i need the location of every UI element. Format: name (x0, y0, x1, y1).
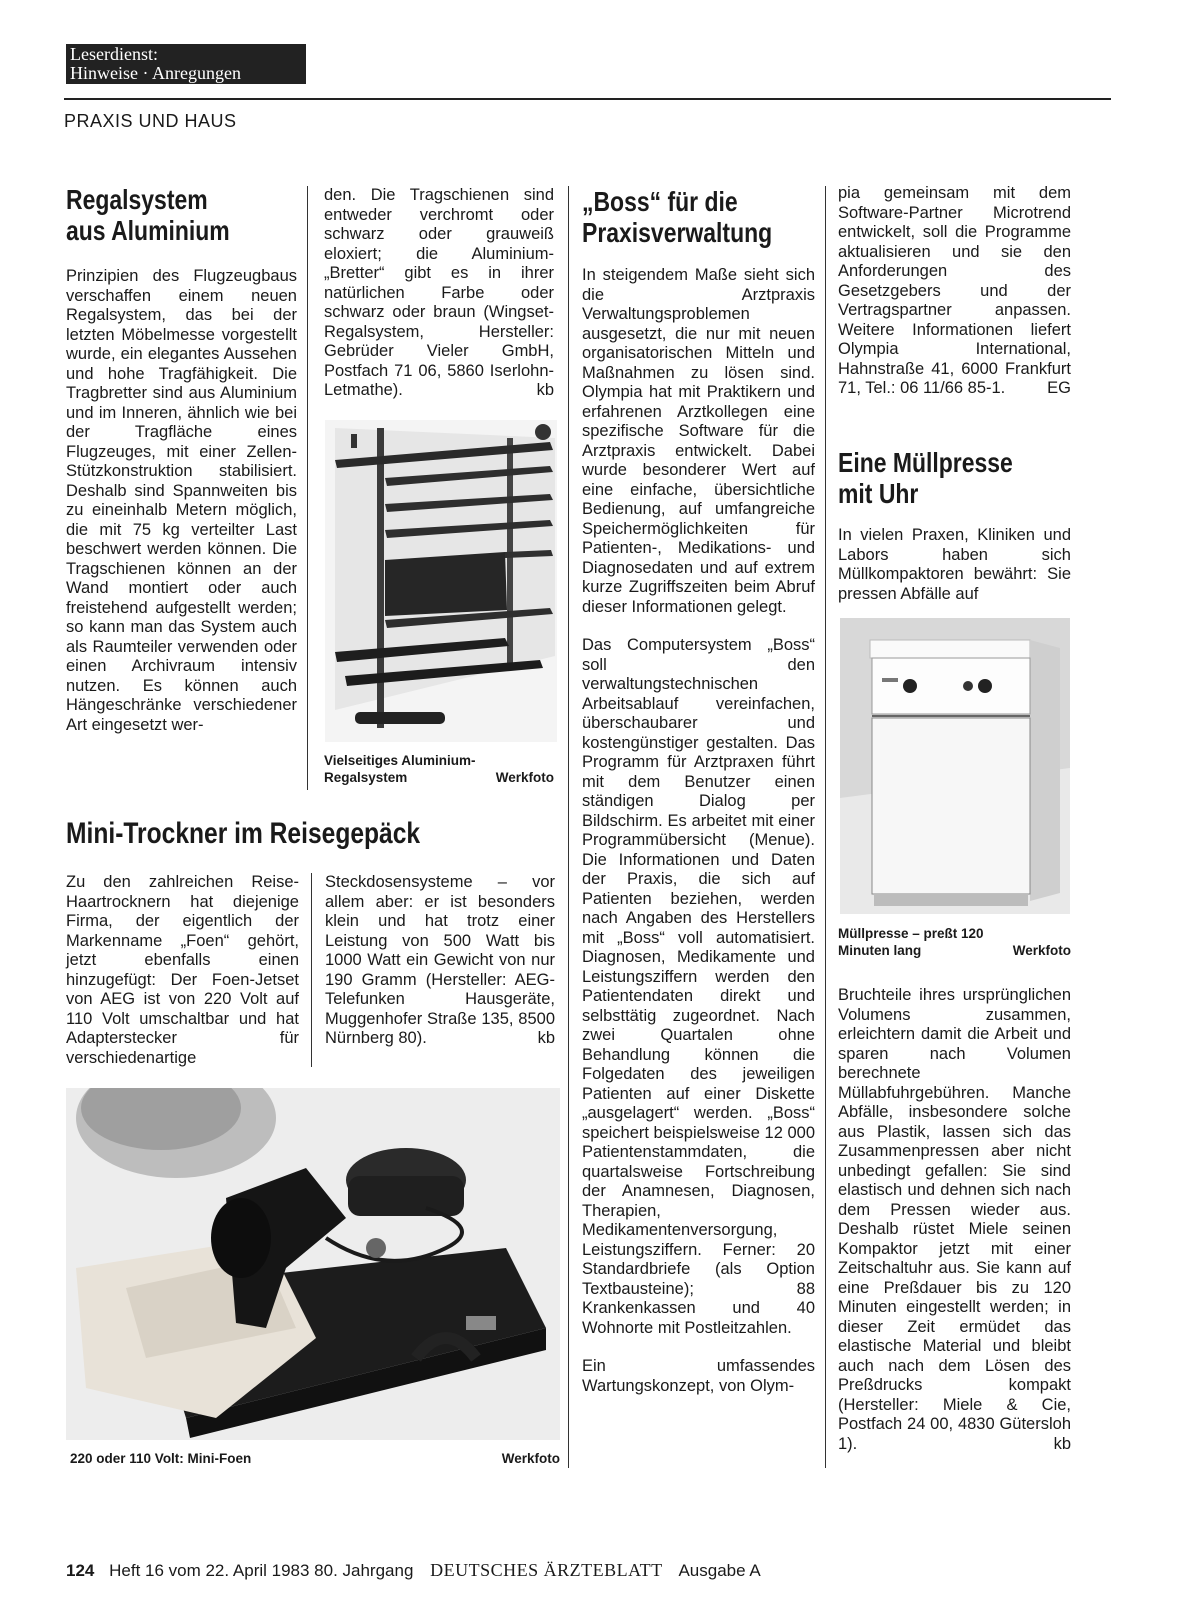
article-title-line: „Boss“ für die (582, 186, 738, 217)
author-signature: kb (537, 1029, 555, 1047)
photo-caption (838, 925, 1071, 959)
header-rule (64, 98, 1111, 100)
compactor-photo (840, 618, 1070, 914)
article-title (582, 186, 822, 248)
column-divider (568, 186, 569, 1468)
caption-text: Müllpresse – preßt 120 Minuten lang (838, 926, 984, 958)
photo-caption (324, 752, 554, 786)
author-signature: kb (536, 381, 554, 399)
photo-caption (70, 1450, 560, 1467)
article-text-body: den. Die Tragschienen sind entweder verchromt oder schwarz oder grauweiß eloxiert; die Aluminium-„Bretter“ gibt es in ihrer natürlichen Farbe oder schwarz oder braun (Wingset-Regalsystem, Hersteller: Gebrüder Vieler GmbH, Postfach 71 06, 5860 Iserlohn-Letmathe). (324, 186, 554, 399)
column-divider (825, 186, 826, 1468)
article-title-line: mit Uhr (838, 478, 919, 509)
hairdryer-photo (66, 1088, 560, 1440)
caption-credit: Werkfoto (501, 1451, 560, 1466)
article-title (838, 447, 1078, 509)
page-footer (66, 1560, 761, 1581)
author-signature: EG (1047, 379, 1071, 397)
section-label-box (66, 44, 306, 84)
author-signature: kb (1053, 1434, 1071, 1453)
article-text: Prinzipien des Flugzeugbaus verschaffen einem neuen Regalsystem, das bei der letzten Möbelmesse vorgestellt wurde, ein elegantes Aussehen und hohe Tragfähigkeit. Die Tragbretter sind aus Aluminium und im Inneren, ähnlich wie bei der Tragfläche eines Flugzeuges, mit einer Zellen-Stützkonstruktion stabilisiert. Deshalb sind Spannweiten bis zu eineinhalb Metern möglich, die mit 75 kg verteilter Last beschwert werden können. Die Tragschienen können an der Wand montiert oder auch freistehend aufgestellt werden; so kann man das System auch als Raumteiler verwenden oder einen Archivraum intensiv nutzen. Es können auch Hängeschränke verschiedener Art eingesetzt wer- (66, 267, 297, 734)
article-text-body: Steckdosensysteme – vor allem aber: er ist besonders klein und hat trotz einer Leistung von 500 Watt bis 1000 Watt ein Gewicht von nur 190 Gramm (Hersteller: AEG-Telefunken Hausgeräte, Muggenhofer Straße 135, 8500 Nürnberg 80). (325, 873, 555, 1047)
article-title-line: Praxisverwaltung (582, 217, 773, 248)
article-title (66, 184, 306, 246)
journal-name: DEUTSCHES ÄRZTEBLATT (430, 1560, 663, 1580)
caption-text: 220 oder 110 Volt: Mini-Foen (70, 1451, 252, 1466)
caption-credit: Werkfoto (495, 770, 554, 785)
article-title-line: Eine Müllpresse (838, 447, 1013, 478)
article-title-line: Mini-Trockner im Reisegepäck (66, 817, 421, 850)
page-number: 124 (66, 1561, 95, 1580)
article-paragraph: Das Computersystem „Boss“ soll den verwaltungstechnischen Arbeitsablauf vereinfachen, überschaubarer und kostengünstiger gestalten. Das Programm für Arztpraxen führt mit dem Benutzer einen ständigen Dialog per Bildschirm. Es arbeitet mit einer Programmübersicht (Menue). Die Informationen und Daten der Praxis, die sich auf Patienten beziehen, werden nach Angaben des Herstellers mit „Boss“ voll automatisiert. Diagnosen, Medikamente und Leistungsziffern werden den Patientendaten direkt und selbsttätig zugeordnet. Nach zwei Quartalen ohne Behandlung können die Folgedaten des jeweiligen Patienten auf einer Diskette „ausgelagert“ werden. „Boss“ speichert beispielsweise 12 000 Patientenstammdaten, die quartalsweise Fortschreibung der Anamnesen, Diagnosen, Therapien, Medikamentenversorgung, Leistungsziffern. Ferner: 20 Standardbriefe (als Option Textbausteine); 88 Krankenkassen und 40 Wohnorte mit Postleitzahlen. (582, 636, 815, 1337)
section-label-line2: Hinweise · Anregungen (70, 63, 241, 83)
article-text (838, 986, 1071, 1454)
waste-compactor-image (840, 618, 1070, 914)
aluminium-shelf-image (325, 420, 557, 742)
article-text (324, 186, 554, 401)
caption-text: Vielseitiges Aluminium-Regalsystem (324, 753, 476, 785)
article-text: In vielen Praxen, Kliniken und Labors haben sich Müllkompaktoren bewährt: Sie pressen Abfälle auf (838, 526, 1071, 603)
section-title: PRAXIS UND HAUS (64, 111, 237, 131)
article-text-body: pia gemeinsam mit dem Software-Partner Microtrend entwickelt, soll die Programme aktualisieren und sie den Anforderungen des Gesetzgebers und der Vertragspartner anpassen. Weitere Informationen liefert Olympia International, Hahnstraße 41, 6000 Frankfurt 71, Tel.: 06 11/66 85-1. (838, 184, 1071, 397)
article-title-line: Regalsystem (66, 184, 208, 215)
article-text (325, 873, 555, 1049)
section-label-line1: Leserdienst: (70, 44, 158, 64)
article-paragraph: In steigendem Maße sieht sich die Arztpraxis Verwaltungsproblemen ausgesetzt, die nur mit neuen organisatorischen Mitteln und Maßnahmen zu lösen sind. Olympia hat mit Praktikern und erfahrenen Arztkollegen eine spezifische Software für die Arztpraxis entwickelt. Dabei wurde besonderer Wert auf eine einfache, übersichtliche Bedienung, auf umfangreiche Speichermöglichkeiten für Patienten-, Medikations- und Diagnosedaten und auf extrem kurze Zugriffszeiten beim Abruf dieser Informationen gelegt. (582, 266, 815, 616)
article-title (66, 818, 546, 849)
edition-label: Ausgabe A (678, 1561, 761, 1580)
issue-info: Heft 16 vom 22. April 1983 80. Jahrgang (109, 1561, 414, 1580)
column-divider (307, 186, 308, 790)
column-divider (311, 873, 312, 1067)
article-text-body: Bruchteile ihres ursprünglichen Volumens zusammen, erleichtern damit die Arbeit und sparen nach Volumen berechnete Müllabfuhrgebühren. Manche Abfälle, insbesondere solche aus Plastik, lassen sich das Zusammenpressen aber nicht unbedingt gefallen: Sie sind elastisch und dehnen sich nach dem Pressen wieder aus. Deshalb rüstet Miele seinen Kompaktor jetzt mit einer Zeitschaltuhr aus. Sie kann auf eine Preßdauer bis zu 120 Minuten eingestellt werden; in dieser Zeit ermüdet das elastische Material und bleibt auch nach dem Lösen des Preßdrucks kompakt (Hersteller: Miele & Cie, Postfach 24 00, 4830 Gütersloh 1). (838, 986, 1071, 1453)
caption-credit: Werkfoto (1012, 943, 1071, 958)
article-paragraph: Ein umfassendes Wartungskonzept, von Olym- (582, 1357, 815, 1395)
shelf-photo (325, 420, 557, 742)
article-text (838, 184, 1071, 399)
travel-hairdryer-image (66, 1088, 560, 1440)
article-text: Zu den zahlreichen Reise-Haartrocknern hat diejenige Firma, der eigentlich der Markenname „Foen“ gehört, jetzt ebenfalls einen hinzugefügt: Der Foen-Jetset von AEG ist von 220 Volt auf 110 Volt umschaltbar und hat Adapterstecker für verschiedenartige (66, 873, 299, 1067)
article-text (582, 266, 815, 1396)
article-title-line: aus Aluminium (66, 215, 230, 246)
